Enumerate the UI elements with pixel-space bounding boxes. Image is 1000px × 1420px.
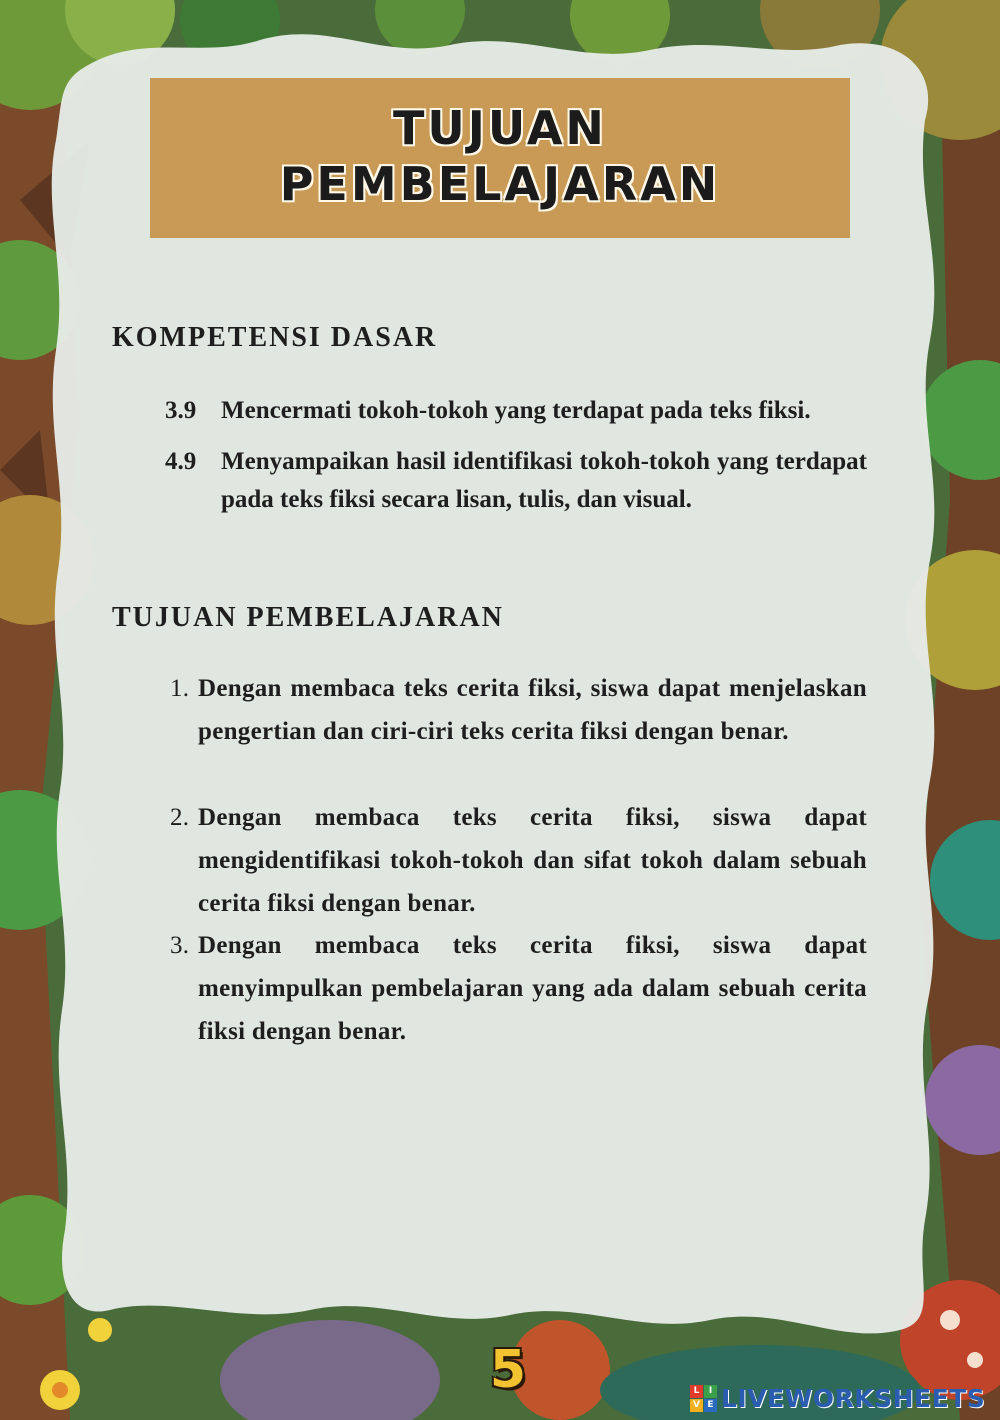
tujuan-item (165, 667, 867, 753)
kompetensi-number: 4.9 (165, 448, 197, 475)
page-title: TUJUAN PEMBELAJARAN (279, 101, 721, 211)
kompetensi-text: Mencermati tokoh-tokoh yang terdapat pada teks fiksi. (221, 397, 811, 424)
tujuan-number: 3. (170, 932, 190, 959)
liveworksheets-logo-icon: L I V E (690, 1385, 717, 1412)
title-banner (150, 78, 850, 238)
tujuan-heading: TUJUAN PEMBELAJARAN (112, 602, 504, 633)
tujuan-item (165, 924, 867, 1053)
kompetensi-heading: KOMPETENSI DASAR (112, 322, 438, 353)
kompetensi-number: 3.9 (165, 397, 197, 424)
tujuan-number: 1. (170, 675, 190, 702)
page-number: 5 (489, 1340, 527, 1400)
tujuan-text: Dengan membaca teks cerita fiksi, siswa dapat menjelaskan pengertian dan ciri-ciri teks cerita fiksi dengan benar. (198, 675, 867, 745)
kompetensi-item (165, 392, 867, 430)
kompetensi-text: Menyampaikan hasil identifikasi tokoh-tokoh yang terdapat pada teks fiksi secara lisan, tulis, dan visual. (221, 448, 867, 513)
kompetensi-item (165, 443, 867, 519)
liveworksheets-brand[interactable] (690, 1383, 985, 1413)
tujuan-text: Dengan membaca teks cerita fiksi, siswa dapat menyimpulkan pembelajaran yang ada dalam sebuah cerita fiksi dengan benar. (198, 932, 867, 1045)
tujuan-text: Dengan membaca teks cerita fiksi, siswa dapat mengidentifikasi tokoh-tokoh dan sifat tokoh dalam sebuah cerita fiksi dengan benar. (198, 804, 867, 917)
liveworksheets-label: LIVEWORKSHEETS (721, 1383, 986, 1413)
tujuan-number: 2. (170, 804, 190, 831)
tujuan-item (165, 796, 867, 925)
